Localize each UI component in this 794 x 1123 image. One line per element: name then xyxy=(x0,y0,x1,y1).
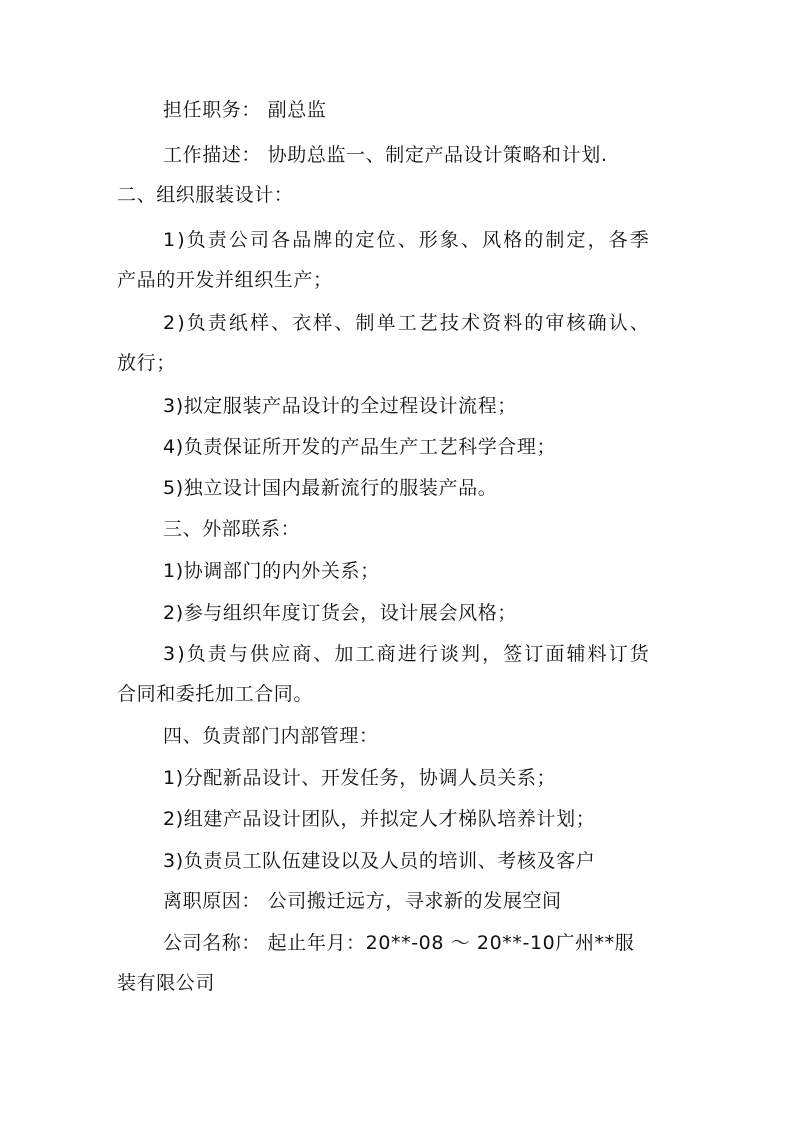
job-description-line: 工作描述： 协助总监一、制定产品设计策略和计划. xyxy=(163,144,608,166)
duty-item: 1)分配新品设计、开发任务，协调人员关系； xyxy=(163,767,557,789)
duty-item: 3)负责与供应商、加工商进行谈判，签订面辅料订货 xyxy=(163,643,651,665)
section-heading-4: 四、负责部门内部管理： xyxy=(163,725,379,747)
duty-item-continued: 合同和委托加工合同。 xyxy=(117,683,314,705)
duty-item: 3)拟定服装产品设计的全过程设计流程； xyxy=(163,395,517,417)
duty-item-continued: 产品的开发并组织生产； xyxy=(117,269,333,291)
duty-item: 1)协调部门的内外关系； xyxy=(163,560,380,582)
duty-item: 3)负责员工队伍建设以及人员的培训、考核及客户 xyxy=(163,850,596,872)
duty-item: 5)独立设计国内最新流行的服装产品。 xyxy=(163,477,498,499)
duty-item: 2)组建产品设计团队，并拟定人才梯队培养计划； xyxy=(163,808,596,830)
leaving-reason-line: 离职原因： 公司搬迁远方，寻求新的发展空间 xyxy=(163,890,562,912)
section-heading-3: 三、外部联系： xyxy=(163,518,301,540)
duty-item: 4)负责保证所开发的产品生产工艺科学合理； xyxy=(163,436,557,458)
duty-item-continued: 放行； xyxy=(117,352,176,374)
section-heading-2: 二、组织服装设计： xyxy=(117,184,294,206)
company-name-continued: 装有限公司 xyxy=(117,972,216,994)
duty-item: 1)负责公司各品牌的定位、形象、风格的制定，各季 xyxy=(163,229,651,251)
duty-item: 2)参与组织年度订货会，设计展会风格； xyxy=(163,602,517,624)
position-line: 担任职务： 副总监 xyxy=(163,99,327,121)
duty-item: 2)负责纸样、衣样、制单工艺技术资料的审核确认、 xyxy=(163,312,651,334)
company-name-line: 公司名称： 起止年月：20**-08 ～ 20**-10广州**服 xyxy=(163,932,635,954)
